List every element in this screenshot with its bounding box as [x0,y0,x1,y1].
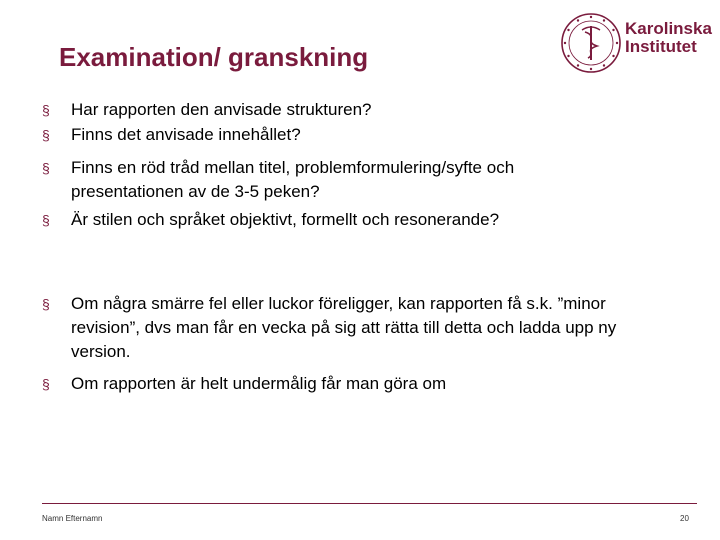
bullet-text: Om några smärre fel eller luckor föreligger, kan rapporten få s.k. ”minor revision”, dvs man får en vecka på sig att rätta till detta och ladda upp ny version. [71,294,617,361]
bullet-text: Är stilen och språket objektivt, formellt och resonerande? [71,210,500,229]
bullet-item [42,123,682,147]
footer-author: Namn Efternamn [42,514,103,523]
bullet-item [42,372,682,396]
bullet-item [42,208,682,232]
logo-wordmark [625,20,712,56]
bullet-mark: § [42,127,50,143]
bullet-mark: § [42,376,50,392]
bullet-text: Finns en röd tråd mellan titel, problemformulering/syfte och presentationen av de 3-5 peken? [71,158,515,201]
bullet-text: Finns det anvisade innehållet? [71,125,301,144]
bullet-mark: § [42,160,50,176]
logo-line-1: Karolinska [625,19,712,38]
bullet-mark: § [42,102,50,118]
bullet-text: Har rapporten den anvisade strukturen? [71,100,372,119]
bullet-mark: § [42,212,50,228]
bullet-text: Om rapporten är helt undermålig får man göra om [71,374,447,393]
slide-title: Examination/ granskning [59,42,369,72]
page-number: 20 [680,514,689,523]
bullet-item [42,292,677,364]
footer-divider [42,503,697,504]
logo-line-2: Institutet [625,37,697,56]
bullet-item [42,98,682,122]
bullet-mark: § [42,296,50,312]
bullet-item [42,156,622,204]
